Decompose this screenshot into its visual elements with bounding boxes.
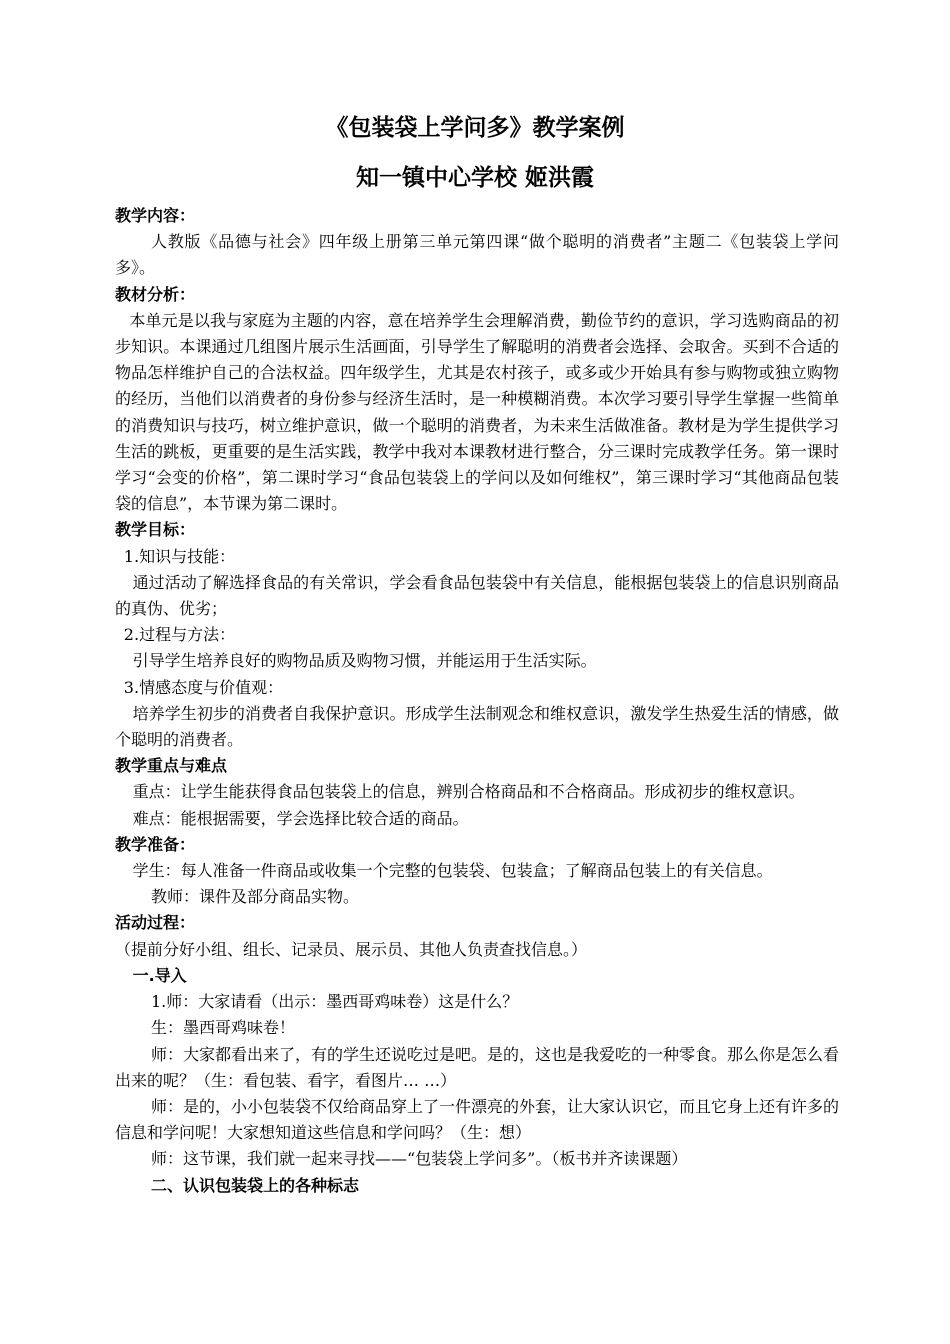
- dialogue-line: 师：这节课，我们就一起来寻找——“包装袋上学问多”。（板书并齐读课题）: [151, 1149, 688, 1169]
- subheading-intro: 一.导入: [132, 965, 187, 985]
- author-line: 知一镇中心学校 姬洪霞: [355, 165, 594, 191]
- paragraph: 重点：让学生能获得食品包装袋上的信息，辨别合格商品和不合格商品。形成初步的维权意识。: [132, 782, 805, 802]
- dialogue-line: 师：大家都看出来了，有的学生还说吃过是吧。是的，这也是我爱吃的一种零食。那么你是怎么看出来的呢？（生：看包装、看字，看图片… …）: [115, 1044, 840, 1090]
- document-title: 《包装袋上学问多》教学案例: [325, 115, 625, 141]
- dialogue-line: 师：是的，小小包装袋不仅给商品穿上了一件漂亮的外套，让大家认识它，而且它身上还有许多的信息和学问呢！大家想知道这些信息和学问吗？（生：想）: [115, 1096, 840, 1143]
- paragraph: 学生：每人准备一件商品或收集一个完整的包装袋、包装盒；了解商品包装上的有关信息。: [132, 861, 773, 881]
- paragraph: 本单元是以我与家庭为主题的内容，意在培养学生会理解消费，勤俭节约的意识，学习选购商品的初步知识。本课通过几组图片展示生活画面，引导学生了解聪明的消费者会选择、会取舍。买到不合适的物品怎样维护自己的合法权益。四年级学生，尤其是农村孩子，或多或少开始具有参与购物或独立购物的经历，当他们以消费者的身份参与经济生活时，是一种模糊消费。本次学习要引导学生掌握一些简单的消费知识与技巧，树立维护意识，做一个聪明的消费者，为未来生活做准备。教材是为学生提供学习生活的跳板，更重要的是生活实践，教学中我对本课教材进行整合，分三课时完成教学任务。第一课时学习“会变的价格”，第二课时学习“食品包装袋上的学问以及如何维权”，第三课时学习“其他商品包装袋的信息”，本节课为第二课时。: [115, 310, 839, 514]
- paragraph: 难点：能根据需要，学会选择比较合适的商品。: [132, 808, 469, 828]
- paragraph: 引导学生培养良好的购物品质及购物习惯，并能运用于生活实际。: [132, 651, 597, 671]
- paragraph: 教师：课件及部分商品实物。: [151, 887, 360, 907]
- paragraph: 培养学生初步的消费者自我保护意识。形成学生法制观念和维权意识，激发学生热爱生活的情感，做个聪明的消费者。: [115, 703, 839, 750]
- section-heading-analysis: 教材分析：: [115, 284, 196, 304]
- paragraph: （提前分好小组、组长、记录员、展示员、其他人负责查找信息。）: [115, 939, 588, 959]
- subheading: 3.情感态度与价值观：: [123, 677, 284, 697]
- section-heading-preparation: 教学准备：: [115, 834, 196, 854]
- section-heading-key-points: 教学重点与难点: [115, 756, 228, 776]
- dialogue-line: 1.师：大家请看（出示：墨西哥鸡味卷）这是什么？: [151, 992, 519, 1012]
- section-heading-objectives: 教学目标：: [115, 520, 196, 540]
- document-body: [115, 203, 839, 1199]
- dialogue-line: 生：墨西哥鸡味卷！: [151, 1018, 296, 1038]
- subheading: 2.过程与方法：: [123, 625, 236, 645]
- paragraph: 通过活动了解选择食品的有关常识，学会看食品包装袋中有关信息，能根据包装袋上的信息识别商品的真伪、优劣；: [115, 572, 839, 619]
- subheading-section-two: 二、认识包装袋上的各种标志: [151, 1175, 360, 1195]
- section-heading-process: 活动过程：: [115, 913, 196, 933]
- subheading: 1.知识与技能：: [123, 546, 236, 566]
- section-heading-content: 教学内容：: [115, 206, 196, 225]
- paragraph: 人教版《品德与社会》四年级上册第三单元第四课“做个聪明的消费者”主题二《包装袋上学问多》。: [115, 232, 839, 278]
